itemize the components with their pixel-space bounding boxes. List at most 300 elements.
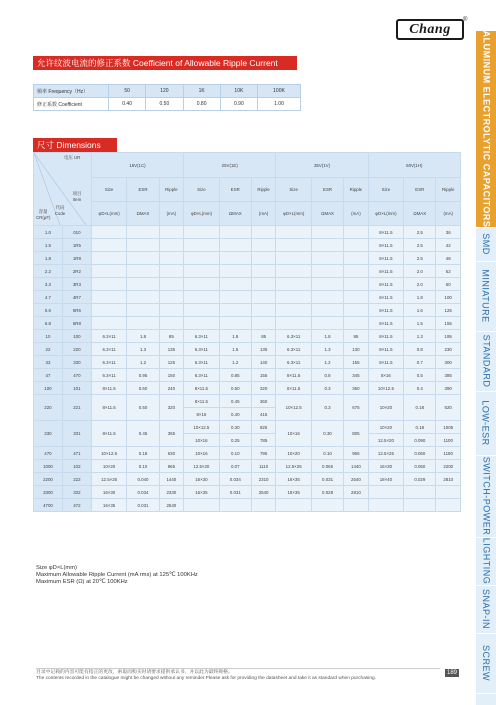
value-cell (127, 239, 159, 252)
value-cell: 150 (159, 369, 183, 382)
value-cell: 1005 (436, 421, 461, 434)
value-cell: 0.25 (219, 434, 251, 447)
value-cell (344, 252, 368, 265)
row-label-cell: 100 (34, 382, 63, 395)
value-cell: 135 (251, 343, 275, 356)
row-label-cell: 22 (34, 343, 63, 356)
row-label-cell: 101 (62, 382, 91, 395)
table-row (34, 421, 461, 434)
value-cell: 8×16 (184, 408, 220, 421)
value-cell (159, 278, 183, 291)
row-label-cell: 4R7 (62, 291, 91, 304)
dimensions-table (33, 152, 461, 512)
value-cell: 6.3×11 (276, 330, 312, 343)
value-cell (344, 226, 368, 239)
value-cell: 0.40 (219, 408, 251, 421)
value-cell (219, 226, 251, 239)
value-cell (159, 317, 183, 330)
value-cell (219, 239, 251, 252)
value-cell (159, 265, 183, 278)
dimensions-section-title: 尺寸 Dimensions (33, 138, 117, 152)
value-cell (311, 499, 343, 512)
row-label-cell: 3300 (34, 486, 63, 499)
value-cell: 0.8 (311, 369, 343, 382)
value-cell: 965 (344, 447, 368, 460)
row-label-cell: 471 (62, 447, 91, 460)
value-cell (184, 499, 220, 512)
row-label-cell: 470 (62, 369, 91, 382)
value-cell: 10×20 (91, 460, 127, 473)
value-cell: 125 (159, 356, 183, 369)
sub-header-cell: Ripple (436, 178, 461, 202)
row-label-cell: 33 (34, 356, 63, 369)
value-cell: 6.3×11 (184, 330, 220, 343)
value-cell (344, 239, 368, 252)
value-cell (311, 252, 343, 265)
value-cell (91, 304, 127, 317)
value-cell: 12.5×25 (276, 460, 312, 473)
value-cell: 0.10 (219, 447, 251, 460)
row-label-cell: 2R2 (62, 265, 91, 278)
coefficient-cell: 1.00 (258, 98, 301, 111)
value-cell: 6.3×11 (276, 343, 312, 356)
value-cell: 36 (436, 226, 461, 239)
ripple-coefficient-table (33, 84, 301, 111)
value-cell (219, 291, 251, 304)
sidebar-category-8[interactable] (476, 633, 496, 694)
value-cell: 1.8 (311, 330, 343, 343)
value-cell: 10×20 (368, 395, 404, 421)
sidebar-category-7[interactable] (476, 585, 496, 634)
row-label-cell: 4700 (34, 499, 63, 512)
sidebar-category-6[interactable] (476, 537, 496, 586)
value-cell (251, 278, 275, 291)
row-label-cell: 3R3 (62, 278, 91, 291)
value-cell: 16×30 (368, 460, 404, 473)
sub-header-cell: ESR (311, 178, 343, 202)
row-label-cell: 222 (62, 473, 91, 486)
value-cell (368, 499, 404, 512)
value-cell: 0.45 (219, 395, 251, 408)
sidebar-category-5[interactable] (476, 455, 496, 538)
row-label-cell: 102 (62, 460, 91, 473)
sub-header-cell: Ripple (159, 178, 183, 202)
value-cell: 6.3×11 (184, 356, 220, 369)
value-cell: 805 (344, 421, 368, 447)
value-cell (184, 239, 220, 252)
table-row (34, 460, 461, 473)
value-cell (91, 317, 127, 330)
value-cell (91, 226, 127, 239)
value-cell (91, 265, 127, 278)
value-cell: 10×20 (368, 421, 404, 434)
value-cell: 18×40 (368, 473, 404, 486)
frequency-row-label: 频率 Frequency（Hz） (34, 85, 109, 98)
row-label-cell: 1.0 (34, 226, 63, 239)
row-label-cell: 1.5 (34, 239, 63, 252)
sidebar-category-label: LIGHTING (481, 537, 492, 585)
value-cell: 1180 (436, 447, 461, 460)
value-cell: 0.060 (404, 447, 436, 460)
unit-header-cell: ΩMAX (219, 202, 251, 226)
value-cell: 130 (344, 343, 368, 356)
value-cell (91, 278, 127, 291)
value-cell: 16×35 (276, 473, 312, 486)
sidebar-category-3[interactable] (476, 331, 496, 392)
value-cell (184, 265, 220, 278)
value-cell: 2310 (251, 473, 275, 486)
row-label-cell: 1000 (34, 460, 63, 473)
value-cell: 0.10 (127, 460, 159, 473)
row-label-cell: 1R8 (62, 252, 91, 265)
frequency-cell: 100K (258, 85, 301, 98)
value-cell (219, 265, 251, 278)
value-cell: 10×16 (184, 447, 220, 460)
value-cell: 1.2 (311, 356, 343, 369)
row-label-cell: 010 (62, 226, 91, 239)
value-cell: 42 (436, 239, 461, 252)
value-cell (311, 265, 343, 278)
sidebar-category-0[interactable] (476, 31, 496, 228)
value-cell (276, 304, 312, 317)
frequency-cell: 120 (146, 85, 183, 98)
value-cell: 16×30 (91, 486, 127, 499)
row-label-cell: 5.6 (34, 304, 63, 317)
value-cell: 8×11.5 (368, 330, 404, 343)
value-cell (311, 278, 343, 291)
value-cell: 16×35 (91, 499, 127, 512)
value-cell (219, 278, 251, 291)
value-cell: 10×12.5 (91, 447, 127, 460)
value-cell: 6.3×11 (91, 356, 127, 369)
value-cell: 965 (159, 460, 183, 473)
value-cell (276, 252, 312, 265)
coefficient-row-label: 修正系数 Coefficient (34, 98, 109, 111)
value-cell: 320 (251, 382, 275, 395)
value-cell: 8×16 (368, 369, 404, 382)
value-cell: 0.060 (404, 460, 436, 473)
value-cell: 6.3×11 (184, 369, 220, 382)
row-label-cell: 6R8 (62, 317, 91, 330)
value-cell (91, 291, 127, 304)
table-row (34, 278, 461, 291)
value-cell: 155 (251, 369, 275, 382)
value-cell: 2540 (251, 486, 275, 499)
value-cell (436, 499, 461, 512)
table-row (34, 239, 461, 252)
table-row (34, 265, 461, 278)
sidebar-category-label: STANDARD (481, 334, 491, 388)
sidebar-category-label: SNAP-IN (481, 588, 492, 630)
value-cell: 0.031 (127, 499, 159, 512)
value-cell: 125 (436, 304, 461, 317)
value-cell: 675 (344, 395, 368, 421)
value-cell: 0.50 (219, 382, 251, 395)
value-cell: 0.034 (127, 486, 159, 499)
row-label-cell: 2.2 (34, 265, 63, 278)
category-sidebar (476, 31, 496, 705)
sub-header-cell: ESR (127, 178, 159, 202)
value-cell: 0.8 (404, 343, 436, 356)
value-cell: 8×11.5 (91, 395, 127, 421)
value-cell: 1.5 (404, 317, 436, 330)
row-label-cell: 1.8 (34, 252, 63, 265)
value-cell: 12.5×25 (91, 473, 127, 486)
value-cell: 6.3×11 (276, 356, 312, 369)
unit-header-cell: (mA) (251, 202, 275, 226)
coefficient-cell: 0.80 (183, 98, 220, 111)
value-cell (219, 317, 251, 330)
value-cell (311, 304, 343, 317)
value-cell: 0.50 (127, 395, 159, 421)
sidebar-category-1[interactable] (476, 227, 496, 262)
table-row (34, 447, 461, 460)
row-label-cell: 47 (34, 369, 63, 382)
value-cell: 0.040 (127, 473, 159, 486)
value-cell: 2.5 (404, 226, 436, 239)
value-cell: 155 (436, 317, 461, 330)
value-cell (344, 317, 368, 330)
footer-disclaimer (36, 670, 376, 682)
value-cell: 0.3 (311, 395, 343, 421)
value-cell: 8×11.5 (368, 252, 404, 265)
value-cell: 240 (159, 382, 183, 395)
row-label-cell: 3.3 (34, 278, 63, 291)
unit-header-cell: (mA) (159, 202, 183, 226)
page-number: 189 (446, 670, 457, 676)
registered-mark: ® (463, 17, 468, 23)
table-row (34, 486, 461, 499)
value-cell (184, 291, 220, 304)
footer-text-en: The contents recorded in the catalogue might be changed without any reminder.Please ask for providing the datasheet and take it as standard when purchasing. (36, 675, 376, 681)
note-esr: Maximum ESR (Ω) at 20℃ 100KHz (36, 578, 128, 585)
row-label-cell: 472 (62, 499, 91, 512)
value-cell (251, 265, 275, 278)
value-cell: 230 (436, 343, 461, 356)
value-cell: 0.18 (404, 395, 436, 421)
value-cell (127, 265, 159, 278)
value-cell: 1.2 (219, 356, 251, 369)
sidebar-category-label: MINIATURE (481, 269, 491, 323)
value-cell (159, 239, 183, 252)
value-cell: 8×11.5 (368, 239, 404, 252)
value-cell (436, 486, 461, 499)
sidebar-category-label: SCREW (481, 645, 491, 681)
sub-header-cell: Size (184, 178, 220, 202)
sidebar-category-label: SWITCH-POWER (481, 456, 491, 536)
value-cell: 12.5×20 (184, 460, 220, 473)
row-label-cell: 10 (34, 330, 63, 343)
value-cell: 16×30 (184, 473, 220, 486)
row-label-cell: 100 (62, 330, 91, 343)
sub-header-cell: Size (276, 178, 312, 202)
value-cell: 8×11.5 (91, 421, 127, 447)
value-cell: 1.8 (127, 330, 159, 343)
value-cell (276, 226, 312, 239)
corner-code-label: 代码 Code (54, 205, 66, 216)
value-cell: 1100 (436, 434, 461, 447)
brand-logo: Chang (396, 19, 464, 40)
value-cell: 8×11.5 (368, 317, 404, 330)
table-row (34, 473, 461, 486)
table-corner-header (34, 153, 92, 226)
value-cell (344, 304, 368, 317)
table-row (34, 343, 461, 356)
value-cell (159, 291, 183, 304)
table-row (34, 369, 461, 382)
value-cell: 10×12.5 (276, 395, 312, 421)
value-cell: 0.45 (127, 421, 159, 447)
value-cell: 0.60 (127, 382, 159, 395)
voltage-header-35v: 35V(1V) (276, 153, 368, 178)
value-cell: 0.30 (311, 421, 343, 447)
value-cell: 8×11.5 (276, 382, 312, 395)
value-cell: 0.95 (127, 369, 159, 382)
value-cell (311, 239, 343, 252)
value-cell: 8×11.5 (91, 382, 127, 395)
value-cell: 52 (436, 265, 461, 278)
value-cell (311, 226, 343, 239)
value-cell: 6.3×11 (91, 369, 127, 382)
value-cell: 8×11.5 (368, 265, 404, 278)
value-cell (184, 317, 220, 330)
value-cell: 0.3 (311, 382, 343, 395)
value-cell: 1.8 (219, 330, 251, 343)
note-size: Size φD×L(mm) (36, 565, 77, 571)
value-cell: 1.8 (404, 291, 436, 304)
value-cell: 10×16 (276, 421, 312, 447)
value-cell: 630 (159, 447, 183, 460)
value-cell: 2.5 (404, 239, 436, 252)
value-cell: 6.3×11 (184, 343, 220, 356)
value-cell: 0.034 (219, 473, 251, 486)
value-cell (276, 291, 312, 304)
value-cell (276, 317, 312, 330)
value-cell: 785 (251, 434, 275, 447)
table-row (34, 317, 461, 330)
row-label-cell: 1R5 (62, 239, 91, 252)
value-cell: 1110 (251, 460, 275, 473)
value-cell: 135 (159, 343, 183, 356)
note-ripple: Maximum Allowable Ripple Current (mA rms) at 125℃ 100KHz (36, 571, 198, 578)
value-cell: 2.0 (404, 278, 436, 291)
value-cell: 12.5×20 (368, 434, 404, 447)
value-cell (276, 265, 312, 278)
value-cell: 10×12.5 (368, 382, 404, 395)
unit-header-cell: ΩMAX (404, 202, 436, 226)
value-cell: 1.3 (311, 343, 343, 356)
corner-capacitance-label: 容量 CR(μF) (36, 209, 51, 220)
value-cell (311, 291, 343, 304)
value-cell: 360 (251, 395, 275, 408)
value-cell: 100 (436, 291, 461, 304)
value-cell: 520 (436, 395, 461, 421)
table-row (34, 291, 461, 304)
sidebar-category-label: ALUMINUM ELECTROLYTIC CAPACITORS (481, 30, 491, 228)
value-cell: 60 (436, 278, 461, 291)
unit-header-cell: (mA) (436, 202, 461, 226)
sub-header-cell: Size (368, 178, 404, 202)
value-cell: 0.090 (404, 434, 436, 447)
value-cell: 8×11.5 (276, 369, 312, 382)
value-cell (276, 499, 312, 512)
value-cell: 2200 (436, 460, 461, 473)
coefficient-cell: 0.50 (146, 98, 183, 111)
ripple-section-title: 允许纹波电流的修正系数 Coefficient of Allowable Ripple Current (33, 56, 297, 70)
value-cell (184, 226, 220, 239)
value-cell (344, 265, 368, 278)
value-cell: 0.065 (311, 460, 343, 473)
value-cell (91, 239, 127, 252)
value-cell: 0.10 (311, 447, 343, 460)
frequency-cell: 10K (220, 85, 257, 98)
sidebar-category-4[interactable] (476, 391, 496, 456)
value-cell: 195 (436, 330, 461, 343)
sub-header-cell: Size (91, 178, 127, 202)
sub-header-cell: Ripple (251, 178, 275, 202)
value-cell: 1.3 (127, 343, 159, 356)
value-cell (127, 278, 159, 291)
corner-voltage-label: 电压 UR (64, 155, 81, 160)
value-cell: 1.2 (127, 356, 159, 369)
unit-header-cell: ΩMAX (127, 202, 159, 226)
value-cell: 85 (251, 330, 275, 343)
sidebar-category-label: SMD (481, 233, 491, 255)
value-cell: 825 (251, 421, 275, 434)
table-row (34, 252, 461, 265)
value-cell: 345 (344, 369, 368, 382)
value-cell: 8×11.5 (368, 304, 404, 317)
value-cell: 415 (251, 408, 275, 421)
value-cell: 0.5 (404, 369, 436, 382)
value-cell (344, 499, 368, 512)
voltage-header-16v: 16V(1C) (91, 153, 183, 178)
table-row (34, 330, 461, 343)
value-cell (159, 252, 183, 265)
value-cell: 0.029 (404, 473, 436, 486)
value-cell: 2810 (436, 473, 461, 486)
value-cell: 365 (159, 421, 183, 447)
value-cell: 8×11.5 (368, 343, 404, 356)
row-label-cell: 220 (34, 395, 63, 421)
table-row (34, 356, 461, 369)
value-cell: 85 (159, 330, 183, 343)
frequency-cell: 50 (109, 85, 146, 98)
corner-item-label: 项目 Item (72, 191, 82, 202)
footer-text-cn: 目录中记载的内容可能有指正的更改，索取而购买时请要求提供承认书，并以此为最终规格。 (36, 670, 233, 675)
value-cell: 1440 (344, 460, 368, 473)
table-row (34, 382, 461, 395)
value-cell: 0.4 (404, 382, 436, 395)
value-cell (344, 278, 368, 291)
value-cell: 360 (344, 382, 368, 395)
value-cell: 10×16 (184, 434, 220, 447)
value-cell (251, 317, 275, 330)
value-cell (344, 291, 368, 304)
value-cell: 0.30 (219, 421, 251, 434)
row-label-cell: 331 (62, 421, 91, 447)
unit-header-cell: (mA) (344, 202, 368, 226)
value-cell: 1.5 (219, 343, 251, 356)
value-cell (251, 239, 275, 252)
value-cell (368, 486, 404, 499)
value-cell: 10×12.5 (184, 421, 220, 434)
sidebar-category-2[interactable] (476, 261, 496, 332)
value-cell: 8×11.5 (184, 395, 220, 408)
value-cell: 48 (436, 252, 461, 265)
unit-header-cell: φD×L(mm) (276, 202, 312, 226)
footer-divider (36, 668, 440, 669)
